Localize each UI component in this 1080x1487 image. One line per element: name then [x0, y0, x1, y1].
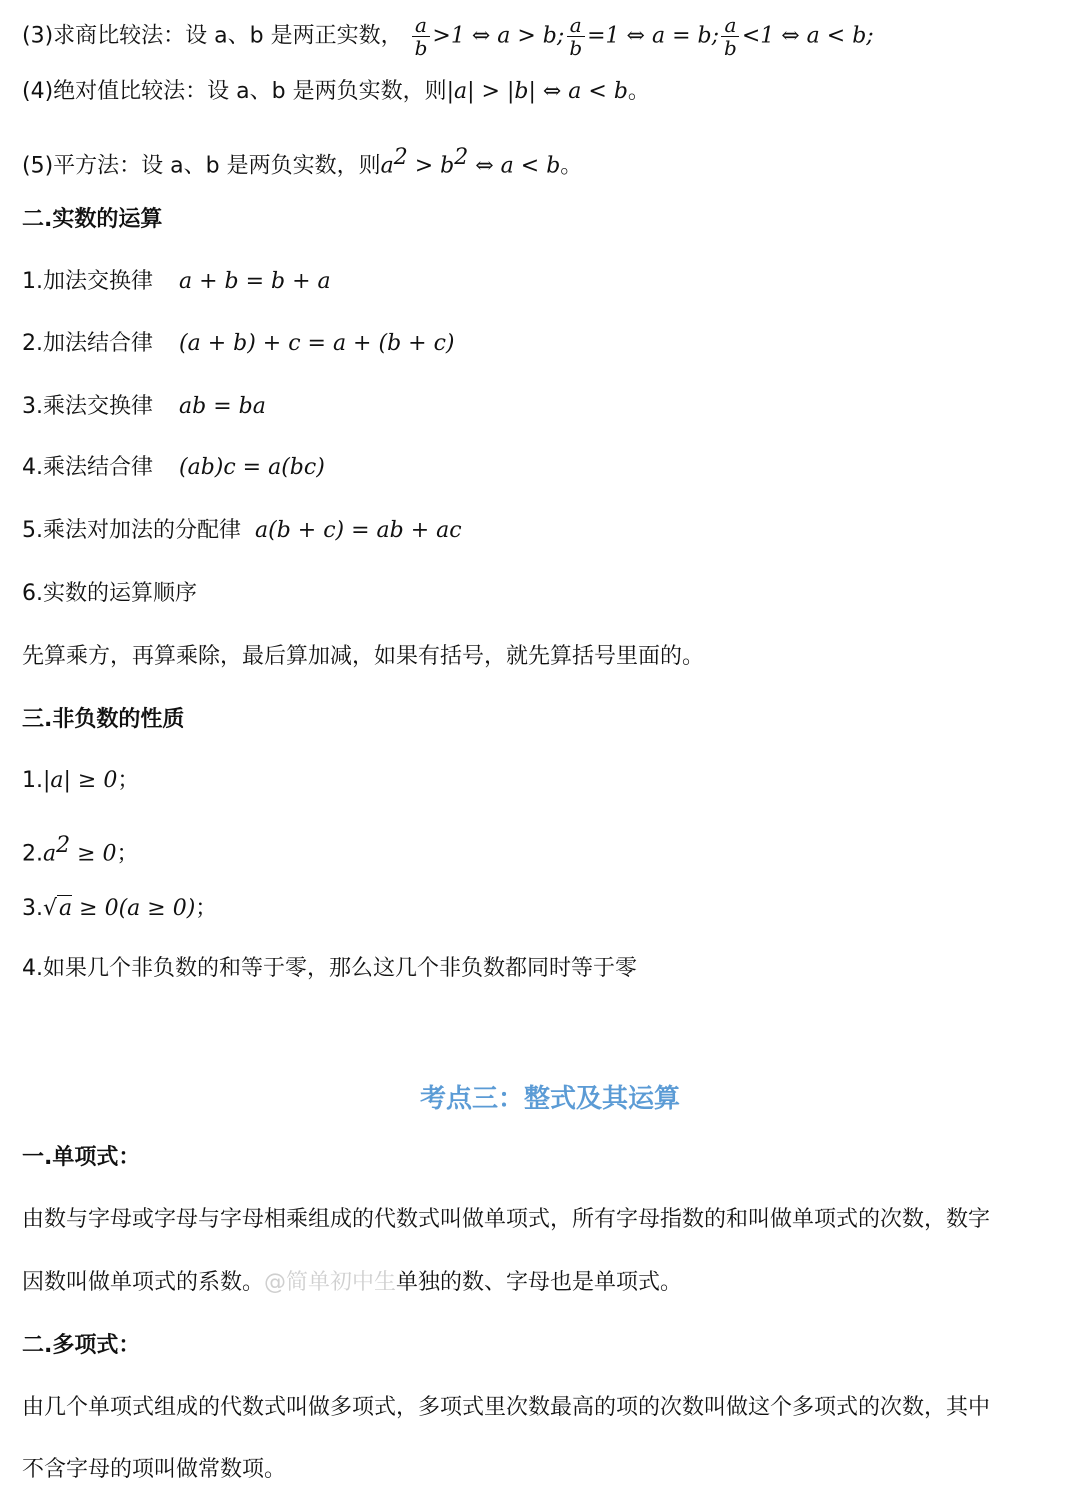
heading-nonnegative-properties: 三.非负数的性质 — [22, 707, 185, 732]
rule-add-commutative: 1.加法交换律 a + b = b + a — [22, 269, 331, 294]
fraction-a-over-b: $\frac{a}{b}$ — [721, 14, 740, 59]
order-of-operations-text: 先算乘方，再算乘除，最后算加减，如果有括号，就先算括号里面的。 — [22, 644, 705, 669]
monomial-definition-line-1: 由数与字母或字母与字母相乘组成的代数式叫做单项式，所有字母指数的和叫做单项式的次数，数字 — [22, 1207, 991, 1232]
heading-real-number-operations: 二.实数的运算 — [22, 207, 163, 232]
rule-mul-commutative: 3.乘法交换律 ab = ba — [22, 394, 266, 419]
polynomial-definition-line-2: 不含字母的项叫做常数项。 — [22, 1457, 287, 1482]
square-comparison-text: (5)平方法：设 a、b 是两负实数，则 — [22, 153, 381, 179]
rule-distributive: 5.乘法对加法的分配律 a(b + c) = ab + ac — [22, 518, 462, 543]
watermark-text: @简单初中生 — [264, 1270, 397, 1295]
quotient-comparison-line — [22, 13, 874, 60]
quotient-gt-rule: >1 ⇔ a > b; — [432, 23, 565, 49]
nonnegative-property-2: $2.a^2 \ge 0$； — [22, 833, 139, 867]
rule-mul-associative: 4.乘法结合律 (ab)c = a(bc) — [22, 455, 325, 480]
heading-monomial: 一.单项式： — [22, 1145, 141, 1170]
quotient-eq-rule: =1 ⇔ a = b; — [587, 23, 720, 49]
quotient-comparison-text: (3)求商比较法：设 a、b 是两正实数， — [22, 23, 403, 49]
sqrt-symbol: √ — [43, 896, 58, 921]
fraction-a-over-b: $\frac{a}{b}$ — [566, 14, 585, 59]
quotient-lt-rule: <1 ⇔ a < b; — [741, 23, 874, 49]
polynomial-definition-line-1: 由几个单项式组成的代数式叫做多项式，多项式里次数最高的项的次数叫做这个多项式的次数，其中 — [22, 1395, 991, 1420]
square-comparison-line: (5)平方法：设 a、b 是两负实数，则$a^2 > b^2$ ⇔ a < b。 — [22, 145, 583, 179]
monomial-definition-line-2: 因数叫做单项式的系数。@简单初中生单独的数、字母也是单项式。 — [22, 1270, 683, 1295]
rule-order-of-operations: 6.实数的运算顺序 — [22, 581, 197, 606]
absolute-comparison-line: (4)绝对值比较法：设 a、b 是两负实数，则|a| > |b| ⇔ a < b。 — [22, 79, 650, 104]
absolute-comparison-math: |a| > |b| ⇔ a < b — [446, 79, 628, 104]
nonnegative-property-3: 3.√a ≥ 0(a ≥ 0)； — [22, 896, 218, 921]
fraction-a-over-b: $\frac{a}{b}$ — [412, 14, 431, 59]
section-title-polynomials: 考点三：整式及其运算 — [419, 1084, 680, 1114]
absolute-comparison-text: (4)绝对值比较法：设 a、b 是两负实数，则 — [22, 79, 447, 104]
nonnegative-property-4: 4.如果几个非负数的和等于零，那么这几个非负数都同时等于零 — [22, 956, 637, 981]
heading-polynomial: 二.多项式： — [22, 1333, 141, 1358]
rule-add-associative: 2.加法结合律 (a + b) + c = a + (b + c) — [22, 331, 455, 356]
nonnegative-property-1: 1.|a| ≥ 0； — [22, 768, 140, 793]
